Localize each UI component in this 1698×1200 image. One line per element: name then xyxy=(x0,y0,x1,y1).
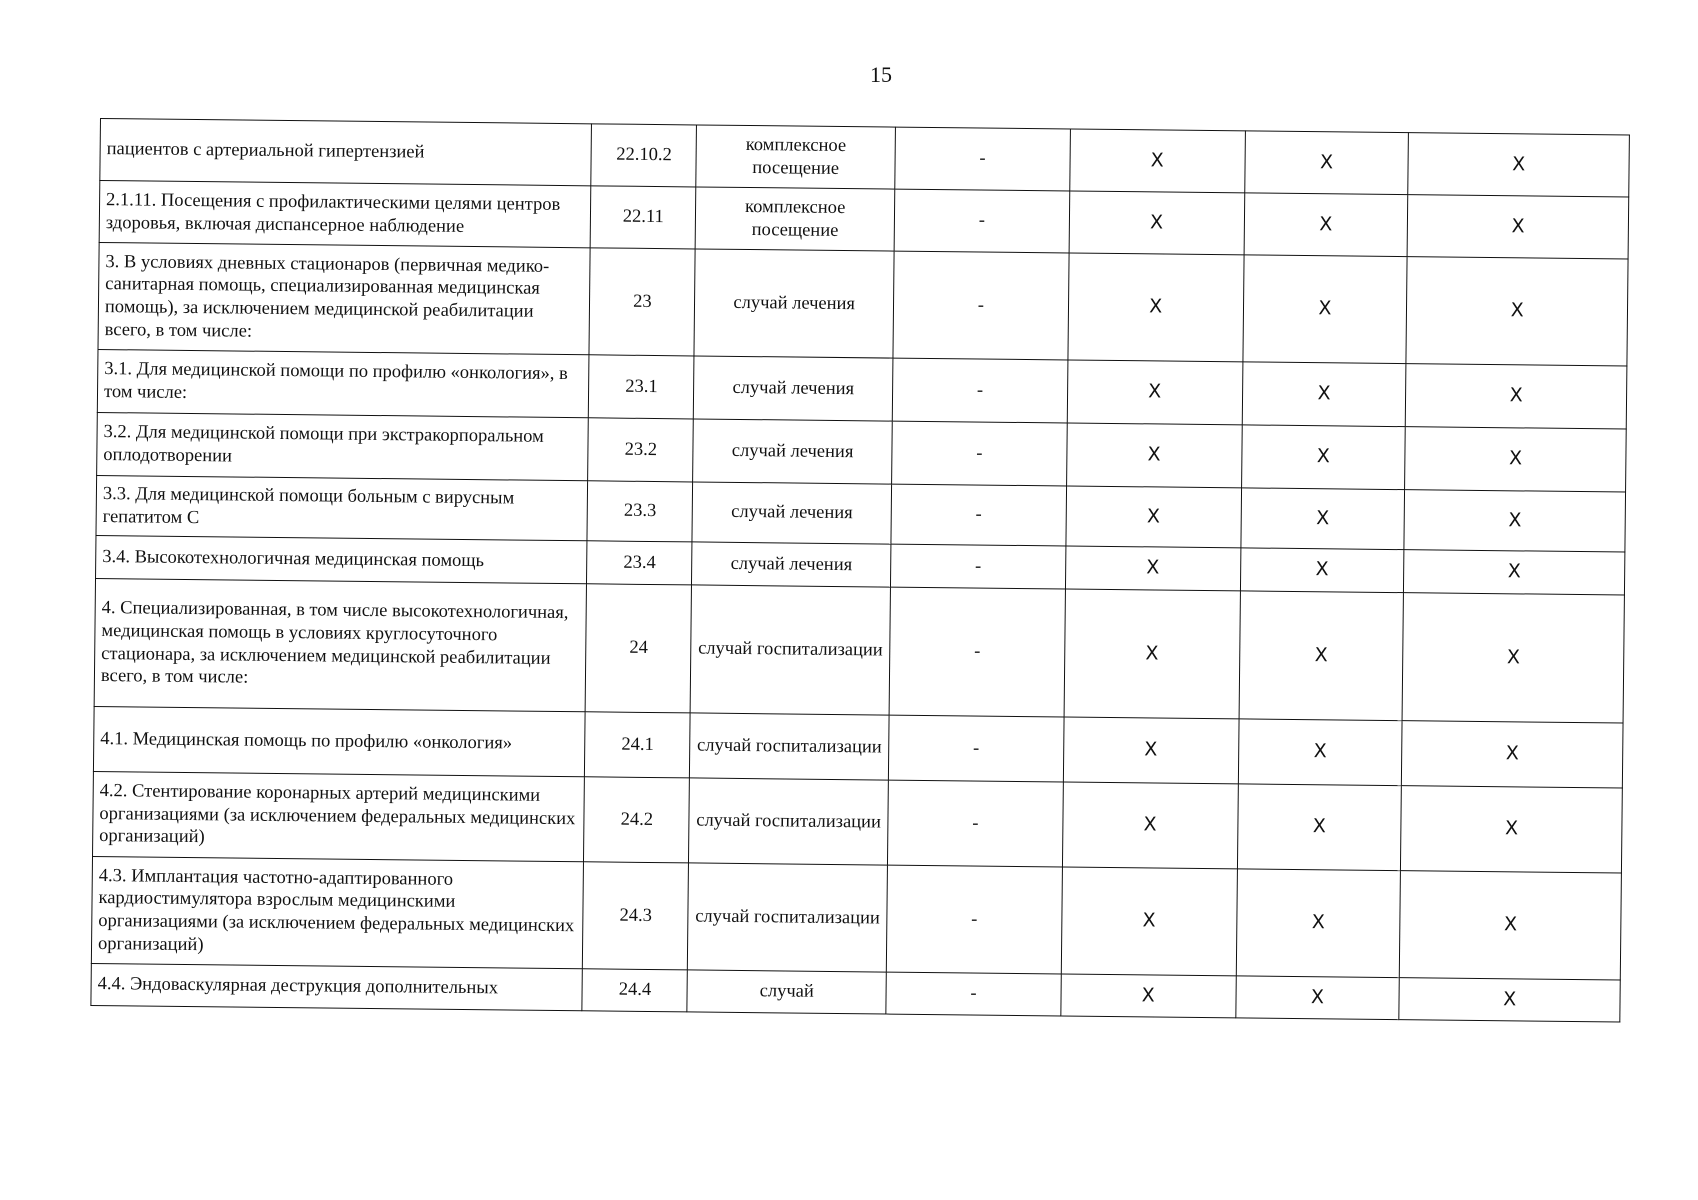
row-x-mark: X xyxy=(1240,548,1404,593)
row-unit: случай лечения xyxy=(693,419,892,484)
row-x-mark: X xyxy=(1404,490,1625,552)
row-x-mark: X xyxy=(1235,976,1399,1020)
row-name: 3. В условиях дневных стационаров (первичная медико-санитарная помощь, специализированная медицинская помощь), за исключением медицинской реабилитации всего, в том числе: xyxy=(98,242,591,354)
row-name: 4.1. Медицинская помощь по профилю «онкология» xyxy=(93,706,585,776)
row-unit: случай госпитализации xyxy=(690,585,890,715)
table-row xyxy=(93,771,1623,873)
row-x-mark: X xyxy=(1241,425,1405,490)
table-row xyxy=(91,856,1621,980)
row-x-mark: X xyxy=(1402,721,1623,788)
row-name: 3.1. Для медицинской помощи по профилю «онкология», в том числе: xyxy=(97,349,589,417)
row-x-mark: X xyxy=(1399,978,1620,1022)
row-value: - xyxy=(888,780,1064,867)
row-x-mark: X xyxy=(1400,871,1622,980)
row-x-mark: X xyxy=(1067,360,1242,425)
table-row xyxy=(98,242,1628,366)
row-x-mark: X xyxy=(1408,133,1629,197)
row-value: - xyxy=(892,421,1067,486)
row-name: 3.2. Для медицинской помощи при экстракорпоральном оплодотворении xyxy=(97,412,589,480)
row-code: 24.3 xyxy=(583,862,689,970)
row-x-mark: X xyxy=(1238,719,1403,786)
row-x-mark: X xyxy=(1066,423,1241,488)
row-x-mark: X xyxy=(1244,193,1408,257)
table-row xyxy=(94,578,1624,723)
row-unit: случай госпитализации xyxy=(688,863,888,972)
row-x-mark: X xyxy=(1066,486,1241,548)
row-unit: случай xyxy=(687,970,886,1014)
row-unit: случай госпитализации xyxy=(689,778,889,865)
row-name: 3.4. Высокотехнологичная медицинская помощь xyxy=(96,535,588,583)
row-code: 24 xyxy=(586,584,692,713)
row-code: 23.3 xyxy=(587,481,692,542)
row-code: 23.2 xyxy=(588,418,694,482)
row-code: 23.1 xyxy=(589,355,695,419)
row-value: - xyxy=(886,865,1062,974)
row-x-mark: X xyxy=(1244,131,1408,195)
row-x-mark: X xyxy=(1402,593,1624,723)
data-table xyxy=(90,118,1630,1023)
row-name: 4. Специализированная, в том числе высокотехнологичная, медицинская помощь в условиях круглосуточного стационара, за исключением медицинской реабилитации всего, в том числе: xyxy=(94,578,587,711)
row-value: - xyxy=(893,251,1069,360)
row-x-mark: X xyxy=(1064,589,1240,719)
row-code: 23 xyxy=(589,248,695,356)
row-value: - xyxy=(891,484,1066,546)
row-x-mark: X xyxy=(1239,591,1404,721)
row-value: - xyxy=(892,358,1067,423)
row-code: 24.4 xyxy=(582,969,687,1012)
row-x-mark: X xyxy=(1061,974,1236,1018)
row-unit: случай лечения xyxy=(694,356,893,421)
row-unit: комплексное посещение xyxy=(696,125,895,189)
row-code: 24.1 xyxy=(585,712,691,778)
row-x-mark: X xyxy=(1405,427,1626,492)
row-name: 4.3. Имплантация частотно-адаптированного кардиостимулятора взрослым медицинскими организациями (за исключением федеральных медицинских организаций) xyxy=(91,856,584,968)
row-unit: случай лечения xyxy=(692,482,891,544)
row-unit: случай лечения xyxy=(694,249,894,358)
row-x-mark: X xyxy=(1406,257,1628,366)
row-value: - xyxy=(894,189,1069,253)
row-x-mark: X xyxy=(1069,191,1244,255)
row-x-mark: X xyxy=(1404,550,1625,595)
row-code: 22.11 xyxy=(591,186,697,249)
row-x-mark: X xyxy=(1063,717,1238,784)
row-x-mark: X xyxy=(1237,784,1402,871)
row-x-mark: X xyxy=(1061,867,1237,976)
row-name: 4.4. Эндоваскулярная деструкция дополнительных xyxy=(91,963,583,1010)
row-unit: случай лечения xyxy=(692,542,891,587)
row-code: 24.2 xyxy=(584,777,690,863)
row-name: 2.1.11. Посещения с профилактическими целями центров здоровья, включая диспансерное наблюдение xyxy=(99,181,591,248)
row-x-mark: X xyxy=(1242,362,1406,427)
row-value: - xyxy=(886,972,1061,1016)
row-value: - xyxy=(888,715,1063,782)
row-x-mark: X xyxy=(1407,195,1628,259)
row-x-mark: X xyxy=(1242,255,1407,364)
row-value: - xyxy=(891,544,1066,589)
page-number: 15 xyxy=(870,62,892,87)
row-value: - xyxy=(895,127,1070,191)
row-unit: случай госпитализации xyxy=(690,713,889,780)
row-x-mark: X xyxy=(1068,253,1244,362)
row-x-mark: X xyxy=(1240,488,1404,550)
row-value: - xyxy=(889,587,1065,717)
table-container xyxy=(90,118,1630,1023)
row-x-mark: X xyxy=(1236,869,1401,978)
row-code: 23.4 xyxy=(587,541,692,585)
row-x-mark: X xyxy=(1062,782,1238,869)
row-unit: комплексное посещение xyxy=(695,187,894,251)
row-x-mark: X xyxy=(1065,546,1240,591)
row-name: пациентов с артериальной гипертензией xyxy=(100,119,592,186)
row-name: 4.2. Стентирование коронарных артерий медицинскими организациями (за исключением федеральных медицинских организаций) xyxy=(93,771,585,861)
row-x-mark: X xyxy=(1406,364,1627,429)
row-name: 3.3. Для медицинской помощи больным с вирусным гепатитом С xyxy=(96,475,588,540)
row-code: 22.10.2 xyxy=(591,124,697,187)
row-x-mark: X xyxy=(1070,129,1245,193)
row-x-mark: X xyxy=(1401,786,1623,873)
